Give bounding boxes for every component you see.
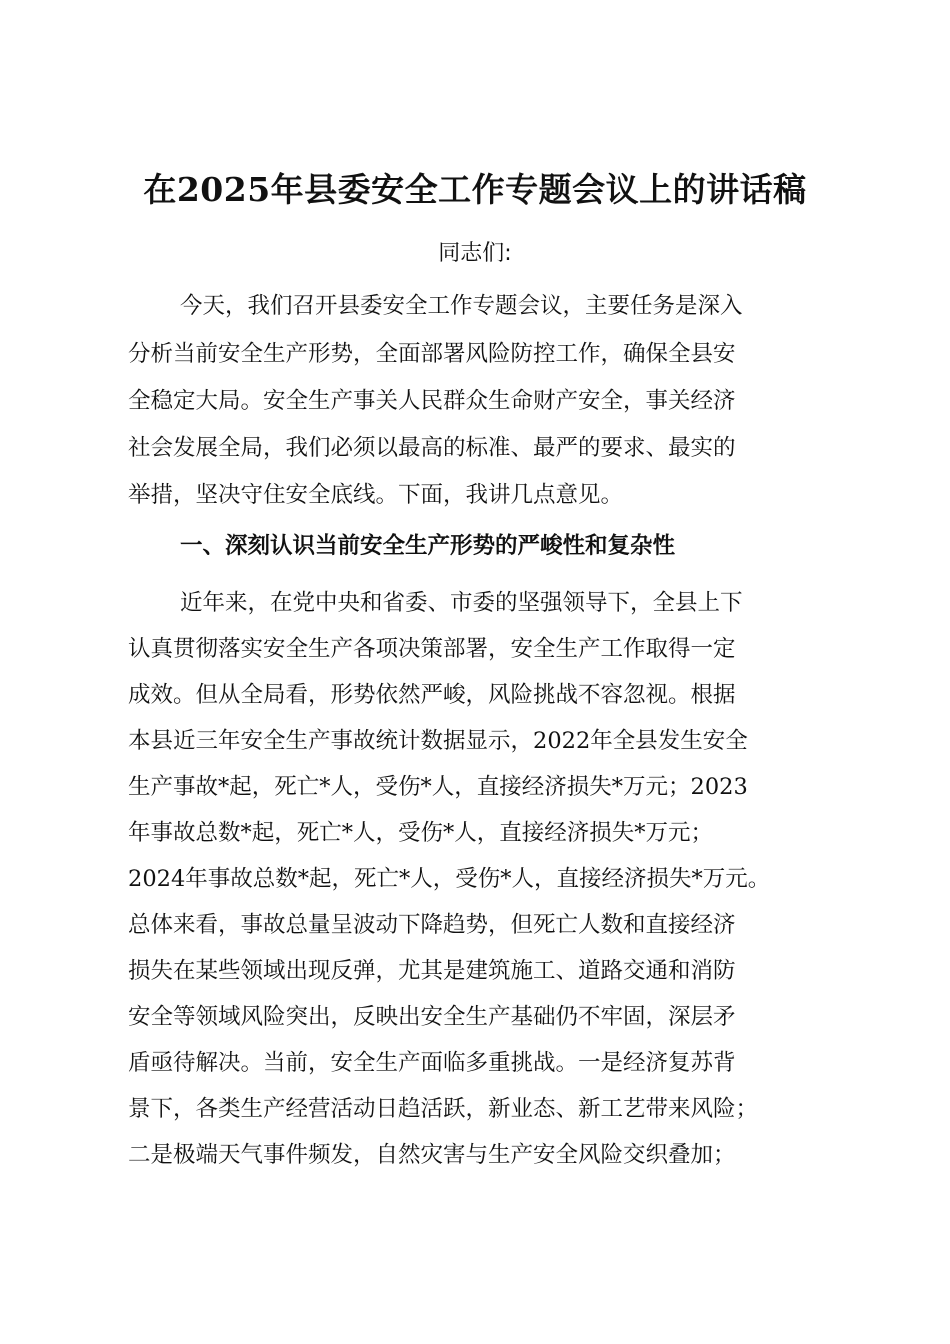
section-heading: 一、深刻认识当前安全生产形势的严峻性和复杂性	[180, 533, 676, 559]
intro-line-1: 今天，我们召开县委安全工作专题会议，主要任务是深入	[180, 293, 743, 319]
intro-line-4: 社会发展全局，我们必须以最高的标准、最严的要求、最实的	[128, 435, 736, 461]
salutation: 同志们:	[438, 241, 512, 266]
section-line-8: 总体来看，事故总量呈波动下降趋势，但死亡人数和直接经济	[128, 912, 736, 938]
section-line-10: 安全等领域风险突出，反映出安全生产基础仍不牢固，深层矛	[128, 1004, 736, 1030]
document-title: 在2025年县委安全工作专题会议上的讲话稿	[143, 170, 807, 209]
section-line-5: 生产事故*起，死亡*人，受伤*人，直接经济损失*万元；2023	[128, 774, 748, 800]
intro-line-5: 举措，坚决守住安全底线。下面，我讲几点意见。	[128, 482, 624, 508]
intro-line-2: 分析当前安全生产形势，全面部署风险防控工作，确保全县安	[128, 341, 736, 367]
section-line-4: 本县近三年安全生产事故统计数据显示，2022年全县发生安全	[128, 728, 748, 754]
section-line-3: 成效。但从全局看，形势依然严峻，风险挑战不容忽视。根据	[128, 682, 736, 708]
section-line-7: 2024年事故总数*起，死亡*人，受伤*人，直接经济损失*万元。	[128, 866, 771, 892]
section-line-2: 认真贯彻落实安全生产各项决策部署，安全生产工作取得一定	[128, 636, 736, 662]
section-line-1: 近年来，在党中央和省委、市委的坚强领导下，全县上下	[180, 590, 743, 616]
section-line-11: 盾亟待解决。当前，安全生产面临多重挑战。一是经济复苏背	[128, 1050, 736, 1076]
section-line-6: 年事故总数*起，死亡*人，受伤*人，直接经济损失*万元；	[128, 820, 714, 846]
section-line-9: 损失在某些领域出现反弹，尤其是建筑施工、道路交通和消防	[128, 958, 736, 984]
section-line-12: 景下，各类生产经营活动日趋活跃，新业态、新工艺带来风险；	[128, 1096, 759, 1122]
intro-line-3: 全稳定大局。安全生产事关人民群众生命财产安全，事关经济	[128, 388, 736, 414]
section-line-13: 二是极端天气事件频发，自然灾害与生产安全风险交织叠加；	[128, 1142, 736, 1168]
